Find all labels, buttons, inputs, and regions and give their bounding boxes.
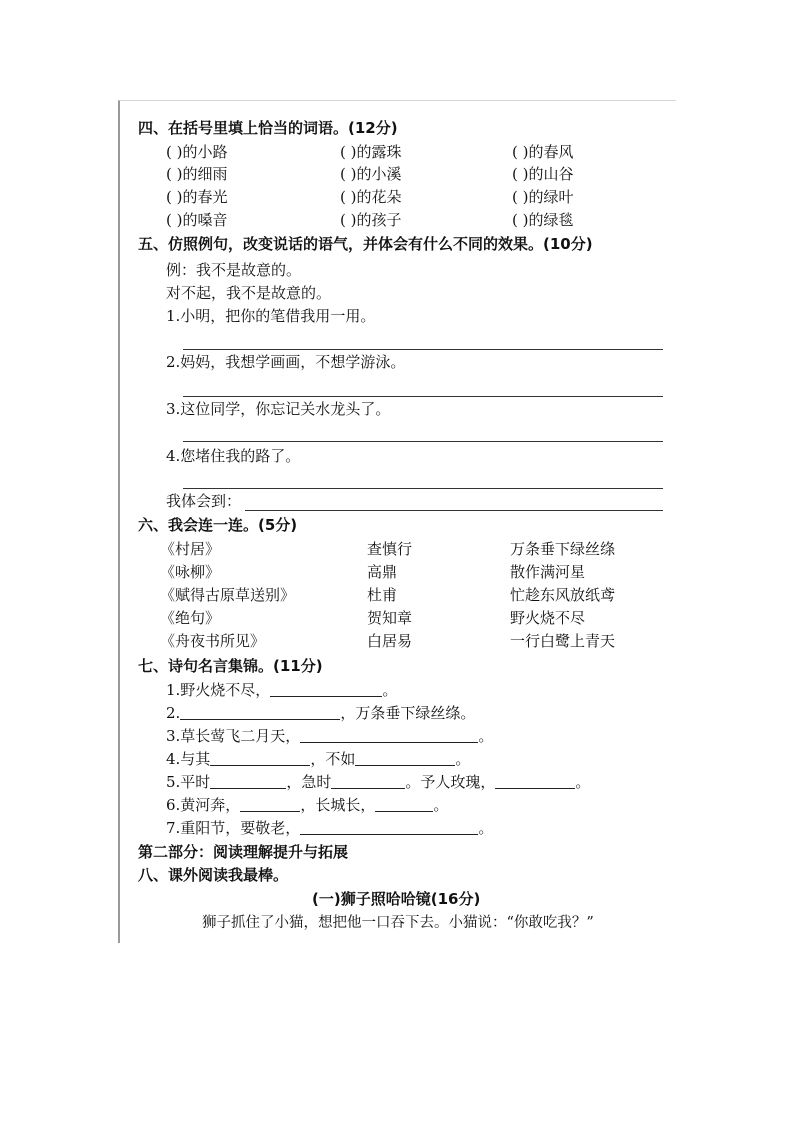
quote-text: ，长城长，: [300, 796, 376, 814]
poem-title: 《村居》: [160, 540, 221, 558]
poet-name: 杜甫: [367, 586, 398, 604]
answer-blank[interactable]: [495, 773, 575, 789]
quote-text: 。: [455, 750, 471, 768]
answer-blank[interactable]: [180, 704, 340, 720]
quote-text: 。予人玫瑰，: [405, 773, 496, 791]
quote-item-3: [166, 726, 493, 746]
fill-cell: ( )的春光: [166, 188, 228, 206]
poet-name: 高鼎: [367, 563, 398, 581]
answer-line[interactable]: [183, 349, 663, 350]
reflection-label: 我体会到：: [166, 492, 242, 510]
answer-blank[interactable]: [210, 773, 286, 789]
story-title: (一)狮子照哈哈镜(16分): [312, 890, 481, 908]
answer-blank[interactable]: [331, 773, 405, 789]
fill-cell: ( )的绿叶: [512, 188, 574, 206]
quote-item-1: [166, 680, 397, 700]
answer-blank[interactable]: [300, 727, 478, 743]
quote-text: 4.与其: [166, 750, 211, 768]
quote-text: 。: [478, 727, 494, 745]
fill-cell: ( )的嗓音: [166, 211, 228, 229]
answer-line[interactable]: [183, 396, 663, 397]
quote-item-7: [166, 818, 493, 838]
quote-text: 2.: [166, 704, 181, 722]
question-item: 4.您堵住我的路了。: [166, 447, 301, 465]
poem-title: 《赋得古原草送别》: [160, 586, 296, 604]
poet-name: 查慎行: [367, 540, 413, 558]
poem-line: 野火烧不尽: [510, 609, 586, 627]
example-answer: 对不起，我不是故意的。: [166, 284, 332, 302]
quote-text: 5.平时: [166, 773, 211, 791]
quote-item-2: [166, 703, 475, 723]
fill-cell: ( )的小路: [166, 143, 228, 161]
section-5-title: 五、仿照例句，改变说话的语气，并体会有什么不同的效果。(10分): [138, 235, 593, 253]
section-4-title: 四、在括号里填上恰当的词语。(12分): [138, 119, 398, 137]
answer-blank[interactable]: [210, 750, 310, 766]
quote-text: 1.野火烧不尽，: [166, 681, 271, 699]
section-6-title: 六、我会连一连。(5分): [138, 516, 298, 534]
quote-text: 。: [433, 796, 449, 814]
fill-cell: ( )的孩子: [340, 211, 402, 229]
poem-line: 万条垂下绿丝绦: [510, 540, 616, 558]
answer-blank[interactable]: [240, 796, 300, 812]
answer-blank[interactable]: [355, 750, 455, 766]
answer-blank[interactable]: [375, 796, 433, 812]
quote-text: 7.重阳节，要敬老，: [166, 819, 301, 837]
quote-text: ，不如: [310, 750, 356, 768]
fill-cell: ( )的春风: [512, 143, 574, 161]
quote-text: ，急时: [286, 773, 332, 791]
quote-text: ，万条垂下绿丝绦。: [340, 704, 476, 722]
quote-text: 6.黄河奔，: [166, 796, 241, 814]
quote-text: 3.草长莺飞二月天，: [166, 727, 301, 745]
poem-line: 散作满河星: [510, 563, 586, 581]
quote-item-5: [166, 772, 590, 792]
quote-text: 。: [478, 819, 494, 837]
quote-item-6: [166, 795, 448, 815]
fill-cell: ( )的花朵: [340, 188, 402, 206]
question-item: 1.小明，把你的笔借我用一用。: [166, 307, 376, 325]
fill-cell: ( )的细雨: [166, 165, 228, 183]
answer-blank[interactable]: [300, 819, 478, 835]
answer-line[interactable]: [183, 488, 663, 489]
reflection-answer-line[interactable]: [245, 510, 663, 511]
poet-name: 贺知章: [367, 609, 413, 627]
fill-cell: ( )的绿毯: [512, 211, 574, 229]
poem-title: 《绝句》: [160, 609, 221, 627]
poem-line: 一行白鹭上青天: [510, 632, 616, 650]
story-text: 狮子抓住了小猫，想把他一口吞下去。小猫说：“你敢吃我？”: [202, 915, 594, 931]
section-8-title: 八、课外阅读我最棒。: [138, 866, 289, 884]
question-item: 2.妈妈，我想学画画，不想学游泳。: [166, 353, 406, 371]
question-item: 3.这位同学，你忘记关水龙头了。: [166, 400, 391, 418]
fill-cell: ( )的小溪: [340, 165, 402, 183]
answer-line[interactable]: [183, 441, 663, 442]
answer-blank[interactable]: [270, 681, 382, 697]
quote-item-4: [166, 749, 470, 769]
part-2-title: 第二部分：阅读理解提升与拓展: [138, 843, 349, 861]
quote-text: 。: [575, 773, 591, 791]
fill-cell: ( )的露珠: [340, 143, 402, 161]
poet-name: 白居易: [367, 632, 413, 650]
section-7-title: 七、诗句名言集锦。(11分): [138, 657, 323, 675]
poem-title: 《舟夜书所见》: [160, 632, 266, 650]
poem-title: 《咏柳》: [160, 563, 221, 581]
fill-cell: ( )的山谷: [512, 165, 574, 183]
poem-line: 忙趁东风放纸鸢: [510, 586, 616, 604]
example-sentence: 例：我不是故意的。: [166, 261, 302, 279]
quote-text: 。: [382, 681, 398, 699]
